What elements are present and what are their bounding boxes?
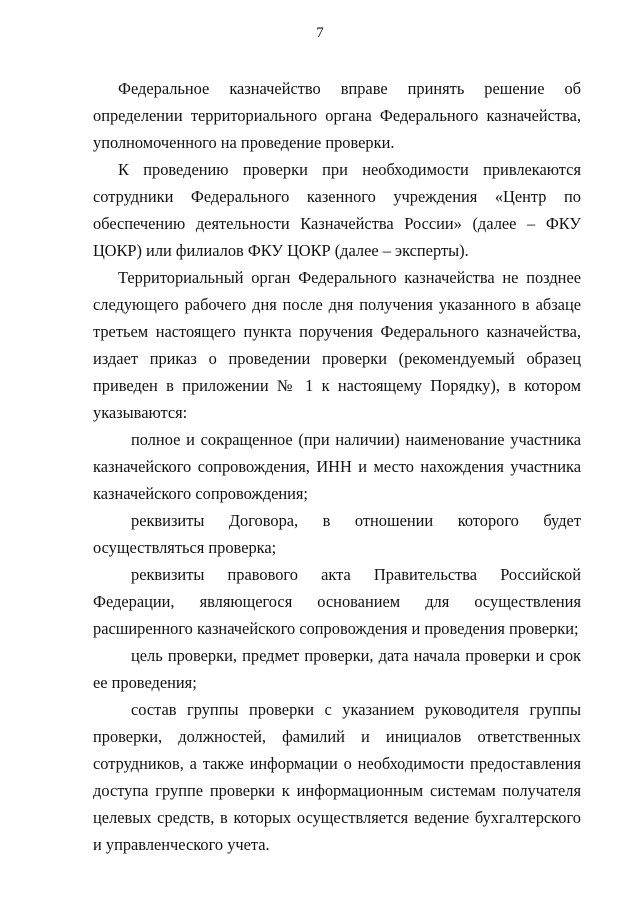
paragraph-order-issuance: Территориальный орган Федерального казначейства не позднее следующего рабочего дня после дня получения указанного в абзаце третьем настоящего пункта поручения Федерального казначейства, издает приказ о проведении проверки (рекомендуемый образец приведен в приложении № 1 к настоящему Порядку), в котором указываются: [93,268,581,422]
list-item-inspection-goal: цель проверки, предмет проверки, дата начала проверки и срок ее проведения; [93,646,581,692]
list-item-contract-details: реквизиты Договора, в отношении которого будет осуществляться проверка; [93,511,581,557]
document-body [93,75,581,858]
list-item-inspection-group: состав группы проверки с указанием руководителя группы проверки, должностей, фамилий и инициалов ответственных сотрудников, а также информации о необходимости предоставления доступа группе проверки к информационным системам получателя целевых средств, в которых осуществляется ведение бухгалтерского и управленческого учета. [93,700,581,854]
page-number: 7 [316,25,324,41]
list-item-government-act: реквизиты правового акта Правительства Российской Федерации, являющегося основанием для осуществления расширенного казначейского сопровождения и проведения проверки; [93,565,581,638]
list-item-participant-name: полное и сокращенное (при наличии) наименование участника казначейского сопровождения, ИНН и место нахождения участника казначейского сопровождения; [93,430,581,503]
paragraph-experts: К проведению проверки при необходимости привлекаются сотрудники Федерального казенного учреждения «Центр по обеспечению деятельности Казначейства России» (далее – ФКУ ЦОКР) или филиалов ФКУ ЦОКР (далее – эксперты). [93,160,581,260]
paragraph-territorial-authority: Федеральное казначейство вправе принять решение об определении территориального органа Федерального казначейства, уполномоченного на проведение проверки. [93,79,581,152]
